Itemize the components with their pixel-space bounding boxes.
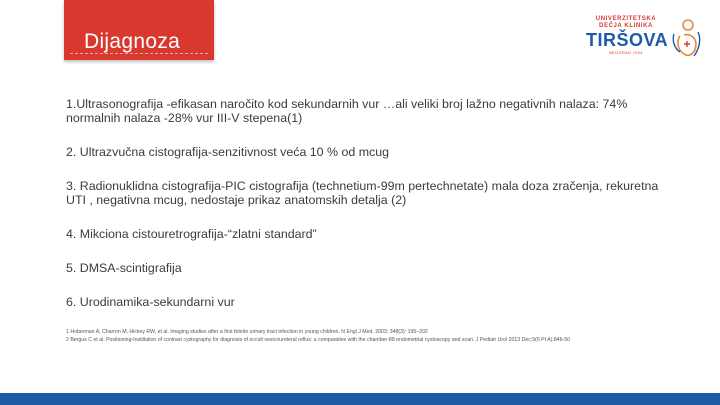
references (66, 328, 706, 344)
logo-line2: DEČJA KLINIKA (599, 23, 653, 29)
slide-title: Dijagnoza (84, 30, 181, 53)
list-item: 4. Mikciona cistouretrografija-“zlatni standard” (66, 227, 317, 241)
logo-name: TIRŠOVA (586, 30, 669, 50)
logo-subtitle: BEOGRAD 1924 (609, 50, 643, 55)
clinic-logo (586, 16, 704, 72)
logo-text-block (586, 16, 669, 56)
list-item: 3. Radionuklidna cistografija-PIC cistografija (technetium-99m pertechnetate) mala doza zračenja, rekuretna UTI , negativna mcug, nedostaje prikaz anatomskih detalja (2) (66, 179, 659, 207)
list-item: 1.Ultrasonografija -efikasan naročito kod sekundarnih vur …ali veliki broj lažno negativnih nalaza: 74% normalnih nalaza -28% vur III-V stepena(1) (66, 97, 628, 125)
title-banner (64, 0, 214, 60)
list-item: 2. Ultrazvučna cistografija-senzitivnost veća 10 % od mcug (66, 145, 389, 159)
reference-item: 1 Hoberman A, Charron M, Hickey RW, et al. Imaging studies after a first febrile urinary tract infection in young children. N Engl J Med. 2003; 348(3): 195–202 (66, 329, 428, 335)
footer-bar (0, 393, 720, 405)
child-figure-icon (668, 18, 702, 62)
list-item: 6. Urodinamika-sekundarni vur (66, 295, 235, 309)
logo-line1: UNIVERZITETSKA (595, 16, 657, 22)
list-item: 5. DMSA-scintigrafija (66, 261, 182, 275)
content-list (66, 97, 666, 309)
reference-item: 2 Bergus C et al. Positioning-Instillation of contrast cystography for diagnosis of occult vesicoureteral reflux: a comparative with the chamber-88 endometrial cystoscopy and scan. J Pediatr Urol 2013 Dec;9(6 Pt A):846-50 (66, 337, 571, 343)
